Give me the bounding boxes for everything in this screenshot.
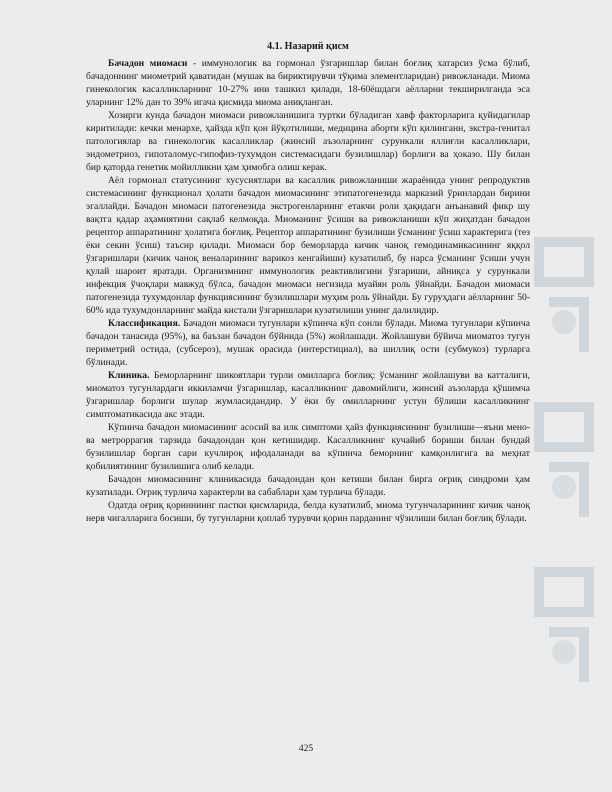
paragraph-text: - иммунологик ва гормонал ўзгаришлар билан боғлиқ хатарсиз ўсма бўлиб, бачадоннинг миометрий қаватидан (мушак ва бириктирувчи тўқима элементларидан) ривожланади. Миома гинекологик касалликларнинг 10-27% ини ташкил қилади, 18-60ёшдаги аёлларни текширилганда эса уларнинг 12% дан то 39% игача қисмида миома аниқланган. [86, 58, 530, 108]
paragraph-text: Бачадон миомаси тугунлари кўпинча кўп сонли бўлади. Миома тугунлари кўпинча бачадон танасида (95%), ва баъзан бачадон бўйнида (5%) жойлашади. Жойлашуви бўйича миоматоз тугун периметрий остида, (субсероз), мушак орасида (интерстициал), ва шиллиқ ости (субмукоз) турларга бўлинади. [86, 318, 530, 368]
paragraph [86, 369, 530, 421]
paragraph-text: Хозирги кунда бачадон миомаси ривожланишига туртки бўладиган хавф факторларига қуйидагилар киритилади: кечки менархе, ҳайзда кўп қон йўқотилиши, медицина аборти кўп қилинганн, экстра-генитал патологиялар ва гинекологик касалликлар (жинсий аъзоларнинг сурункали яллиғли касалликлари, эндометриоз, гипоталомус-гипофиз-тухумдон системасидаги бузилишлар) борлиги ва ҳоказо. Шу билан бир қаторда генетик мойилликни ҳам ҳимобга олиш керак. [86, 110, 530, 173]
page-number: 425 [298, 744, 314, 754]
paragraph [86, 57, 530, 109]
paragraph [86, 421, 530, 473]
paragraph-text: Кўпинча бачадон миомасининг асосий ва илк симптоми ҳайз функциясининг бузилиши—яъни мено- ва метроррагия тарзида бачадондан қон кетишидир. Касалликнинг кучайиб бориши билан бундай бузилишлар борган сари кучлироқ ифодаланади ва кўпинча беморнинг камқонлигига ва меҳнат қобилиятининг бузилишига олиб келади. [86, 422, 530, 472]
paragraph-term: Бачадон миомаси [108, 58, 188, 69]
paragraph-text: Беморларнинг шикоятлари турли омилларга боғлиқ: ўсманинг жойлашуви ва катталиги, миоматоз тугунлардаги иккиламчи ўзгаришлар, касалликнинг давомийлиги, жинсий аъзоларда қўшимча ўзгаришлар борлиги шулар жумласидандир. У ёки бу омилларнинг устун бўлиши касалликнинг симптоматикасида акс этади. [86, 370, 530, 420]
paragraph [86, 174, 530, 317]
paragraph-text: Одатда оғриқ қоринниинг пастки қисмларида, белда кузатилиб, миома тугунчаларининг кичик чаноқ нерв чигалларига босиши, бу тугунларни қоплаб турувчи қорин парданинг чўзилиши билан боғлиқ бўлади. [86, 500, 530, 524]
paragraph [86, 317, 530, 369]
logo-watermark-icon [529, 552, 599, 702]
section-title: 4.1. Назарий қисм [267, 41, 349, 52]
logo-watermark-icon [529, 387, 599, 537]
paragraph [86, 473, 530, 499]
paragraph [86, 109, 530, 174]
paragraph-term: Классификация. [108, 318, 181, 329]
watermark [524, 222, 604, 702]
paragraph-text: Бачадон миомасининг клиникасида бачадондан қон кетиши билан бирга оғриқ синдроми ҳам кузатилади. Оғриқ турлича характерли ва сабаблари ҳам турлича бўлади. [86, 474, 530, 498]
logo-watermark-icon [529, 222, 599, 372]
paragraph-term: Клиника. [108, 370, 150, 381]
document-body [86, 40, 530, 525]
paragraph-text: Аёл гормонал статусининг хусусиятлари ва касаллик ривожланиши жараёнида унинг репродуктив системасининг функционал ҳолати бачадон миомасининг этипатогенезида марказий ўринлардан бирини эгаллайди. Бачадон миомаси патогенезида экстрогенларнинг етакчи роли ҳақидаги анъанавий фикр шу вақтга қадар аҳамиятини сақлаб келмоқда. Миоманинг ўсиши ва ривожланиши кўп жиҳатдан бачадон рецептор аппаратининг ҳолатига боғлиқ. Рецептор аппаратининг бузилиши ўсманинг ўсиш характерига (тез ёки секин ўсиш) таъсир қилади. Миомаси бор беморларда кичик чаноқ гемодинамикасининг яққол ўзгаришлари (кичик чаноқ веналарининг варикоз кенгайиши) кузатилиб, бу нарса ўсманинг ўсиши учун қулай шароит яратади. Организмнинг иммунологик реактивлигини ўзгариши, айниқса у сурункали инфекция ўчоқлари мавжуд бўлса, бачадон миомаси негизида муайян роль ўйнайди. Бачадон миомаси патогенезида тухумдонлар функциясининг бузилишлари муҳим роль ўйнайди. Бу гуруҳдаги аёлларнинг 50-60% ида тухумдонларнинг майда кистали ўзгаришлари кузатилиши унинг далилидир. [86, 175, 530, 316]
paragraph [86, 499, 530, 525]
